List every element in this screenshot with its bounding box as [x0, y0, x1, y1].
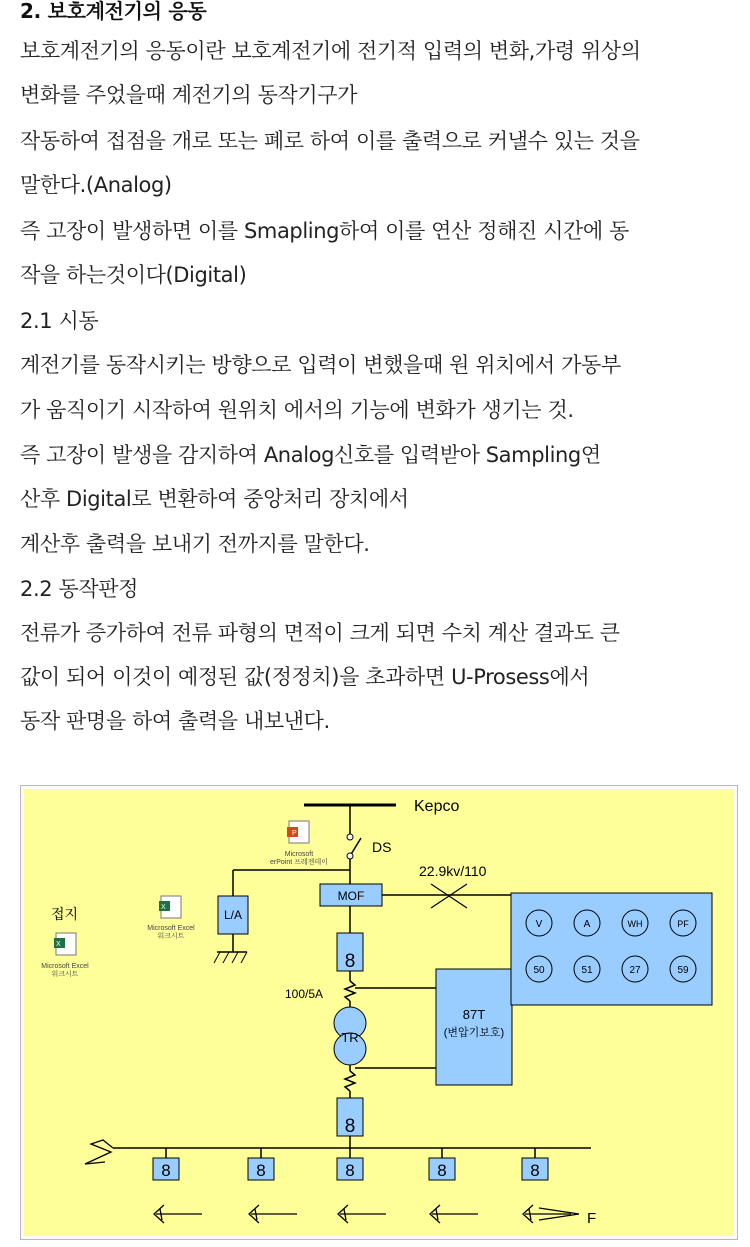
feeder-ct-symbol: 8: [256, 1161, 266, 1180]
relay-87t-label: 87T: [462, 1007, 486, 1022]
single-line-diagram: [20, 785, 738, 1240]
relay-label: 59: [677, 965, 689, 976]
paragraph-line: 값이 되어 이것이 예정된 값(정정치)을 초과하면 U-Prosess에서: [20, 665, 590, 689]
relay-51: [574, 956, 600, 982]
paragraph-line: 전류가 증가하여 전류 파형의 면적이 크게 되면 수치 계산 결과도 큰: [20, 621, 620, 645]
object-caption: Microsoft: [284, 851, 314, 858]
la-label: L/A: [223, 908, 243, 922]
relay-label: 50: [533, 965, 545, 976]
transformer-label: TR: [341, 1030, 359, 1045]
feeder-ct-symbol: 8: [437, 1161, 447, 1180]
subheading-2-1: 2.1 시동: [20, 309, 99, 333]
paragraph-line: 가 움직이기 시작하여 원위치 에서의 기능에 변화가 생기는 것.: [20, 398, 574, 422]
paragraph-line: 산후 Digital로 변환하여 중앙처리 장치에서: [20, 487, 409, 511]
excel-icon-letter: X: [56, 941, 61, 948]
object-caption: erPoint 프레젠테이: [270, 859, 328, 866]
feeder-ct-symbol: 8: [530, 1161, 540, 1180]
paragraph-line: 보호계전기의 응동이란 보호계전기에 전기적 입력의 변화,가령 위상의: [20, 39, 641, 63]
paragraph-line: 계산후 출력을 보내기 전까지를 말한다.: [20, 532, 370, 556]
meter-label: V: [535, 919, 543, 930]
meter-label: A: [583, 919, 591, 930]
section-heading: 2. 보호계전기의 응동: [20, 0, 207, 23]
meter-pf: [670, 910, 696, 936]
meter-label: WH: [627, 919, 643, 929]
fault-label: F: [587, 1210, 597, 1227]
object-caption: Microsoft Excel: [147, 925, 195, 932]
paragraph-line: 변화를 주었을때 계전기의 동작기구가: [20, 83, 358, 107]
paragraph-line: 작을 하는것이다(Digital): [20, 263, 247, 287]
ground-label: 접지: [51, 906, 79, 922]
voltage-label: 22.9kv/110: [419, 863, 487, 879]
relay-59: [670, 956, 696, 982]
powerpoint-object-icon[interactable]: [287, 821, 309, 843]
subheading-2-2: 2.2 동작판정: [20, 577, 139, 601]
ds-label: DS: [372, 839, 392, 855]
paragraph-line: 동작 판명을 하여 출력을 내보낸다.: [20, 709, 330, 733]
meter-label: PF: [677, 919, 689, 929]
excel-icon-letter: X: [161, 904, 166, 911]
relay-50: [526, 956, 552, 982]
ds-contact-bottom: [347, 853, 353, 859]
diagram-background: [24, 789, 734, 1236]
paragraph-line: 말한다.(Analog): [20, 173, 172, 197]
feeder-ct-symbol: 8: [161, 1161, 171, 1180]
excel-object-icon[interactable]: [159, 896, 181, 918]
paragraph-line: 즉 고장이 발생하면 이를 Smapling하여 이를 연산 정해진 시간에 동: [20, 219, 629, 243]
ct-symbol: 8: [344, 951, 356, 972]
relay-87t-description: (변압기보호): [443, 1027, 505, 1039]
ds-contact-top: [347, 834, 353, 840]
ct-ratio-label: 100/5A: [285, 987, 324, 1001]
meter-v: [526, 910, 552, 936]
relay-label: 27: [629, 965, 641, 976]
paragraph-line: 즉 고장이 발생을 감지하여 Analog신호를 입력받아 Sampling연: [20, 443, 601, 467]
diagram-svg: [21, 786, 737, 1239]
excel-object-icon[interactable]: [54, 933, 76, 955]
mof-label: MOF: [337, 889, 365, 903]
object-caption: Microsoft Excel: [41, 963, 89, 970]
relay-label: 51: [581, 965, 593, 976]
powerpoint-icon-letter: P: [292, 830, 297, 837]
object-caption: 워크시트: [157, 933, 185, 940]
feeder-ct-symbol: 8: [345, 1161, 355, 1180]
ct-symbol: 8: [344, 1116, 356, 1137]
meter-a: [574, 910, 600, 936]
kepco-label: Kepco: [414, 798, 460, 815]
relay-27: [622, 956, 648, 982]
object-caption: 워크시트: [51, 971, 79, 978]
meter-wh: [622, 910, 648, 936]
paragraph-line: 작동하여 접점을 개로 또는 폐로 하여 이를 출력으로 커낼수 있는 것을: [20, 129, 640, 153]
paragraph-line: 계전기를 동작시키는 방향으로 입력이 변했을때 원 위치에서 가동부: [20, 353, 621, 377]
